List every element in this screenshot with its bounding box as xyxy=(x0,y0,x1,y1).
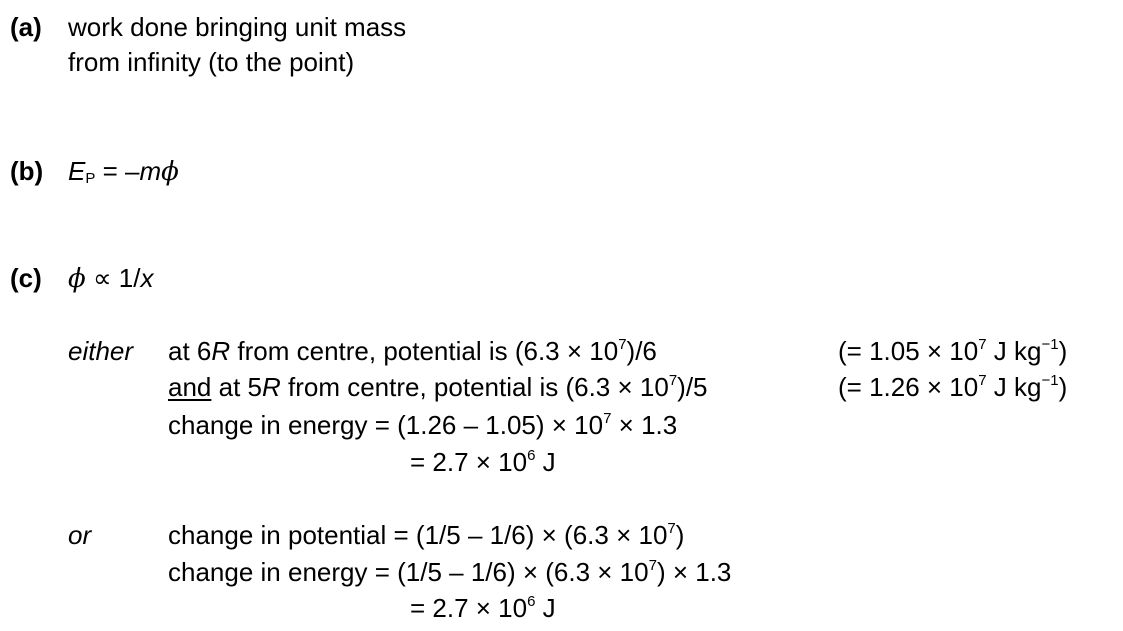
text-segment: J kg xyxy=(986,336,1042,366)
and-underlined: and xyxy=(168,372,212,402)
text-segment: )/6 xyxy=(626,336,657,366)
or-label: or xyxy=(68,520,92,550)
energy-symbol: E xyxy=(68,156,86,186)
text-segment: change in potential = (1/5 – 1/6) × (6.3 × 10 xyxy=(168,520,668,550)
part-b-label: (b) xyxy=(10,156,44,186)
exponent: 7 xyxy=(618,336,627,353)
equals-minus: = – xyxy=(95,156,140,186)
part-c-proportionality xyxy=(68,263,153,294)
text-segment: from centre, potential is (6.3 × 10 xyxy=(230,336,619,366)
either-line-3 xyxy=(168,410,677,440)
text-segment: )/5 xyxy=(677,372,708,402)
either-result xyxy=(410,447,556,477)
text-segment: at 6 xyxy=(168,336,212,366)
either-line-2-aside xyxy=(838,372,1067,402)
part-a-line-2: from infinity (to the point) xyxy=(68,47,355,77)
either-label: either xyxy=(68,336,134,366)
radius-symbol: R xyxy=(261,372,281,402)
either-line-1 xyxy=(168,336,657,366)
text-segment: = 2.7 × 10 xyxy=(410,593,528,623)
text-segment: ) xyxy=(1058,336,1068,366)
exponent: 7 xyxy=(978,336,987,353)
exponent: 7 xyxy=(668,372,678,389)
or-line-2 xyxy=(168,557,731,587)
exponent: 6 xyxy=(527,447,536,464)
part-b-equation xyxy=(68,156,179,187)
text-segment: J xyxy=(535,593,556,623)
either-line-2 xyxy=(168,372,708,402)
text-segment: from centre, potential is (6.3 × 10 xyxy=(280,372,669,402)
phi-symbol: ϕ xyxy=(161,157,179,187)
exponent: 7 xyxy=(648,557,657,574)
text-segment: ) × 1.3 xyxy=(656,557,732,587)
text-segment: × 1.3 xyxy=(611,410,678,440)
unit-exponent: −1 xyxy=(1041,372,1059,389)
text-segment: at 5 xyxy=(211,372,262,402)
proportional-text: ∝ 1/ xyxy=(85,263,141,293)
either-line-1-aside xyxy=(838,336,1067,366)
exponent: 7 xyxy=(603,410,612,427)
exponent: 7 xyxy=(667,520,676,537)
text-segment: = 2.7 × 10 xyxy=(410,447,528,477)
text-segment: ) xyxy=(675,520,685,550)
part-c-label: (c) xyxy=(10,263,42,293)
radius-symbol: R xyxy=(211,336,231,366)
text-segment: J kg xyxy=(986,372,1042,402)
mass-symbol: m xyxy=(139,156,162,186)
exponent: 6 xyxy=(527,593,536,610)
or-result xyxy=(410,593,556,623)
or-line-1 xyxy=(168,520,684,550)
part-a-line-1: work done bringing unit mass xyxy=(68,12,407,42)
text-segment: ) xyxy=(1058,372,1068,402)
text-segment: change in energy = (1/5 – 1/6) × (6.3 × 10 xyxy=(168,557,649,587)
energy-subscript: P xyxy=(85,170,96,187)
part-a-label: (a) xyxy=(10,12,42,42)
phi-symbol: ϕ xyxy=(68,264,86,294)
text-segment: (= 1.26 × 10 xyxy=(838,372,979,402)
text-segment: J xyxy=(535,447,556,477)
text-segment: (= 1.05 × 10 xyxy=(838,336,979,366)
x-variable: x xyxy=(140,263,154,293)
unit-exponent: −1 xyxy=(1041,336,1059,353)
text-segment: change in energy = (1.26 – 1.05) × 10 xyxy=(168,410,604,440)
exponent: 7 xyxy=(978,372,987,389)
